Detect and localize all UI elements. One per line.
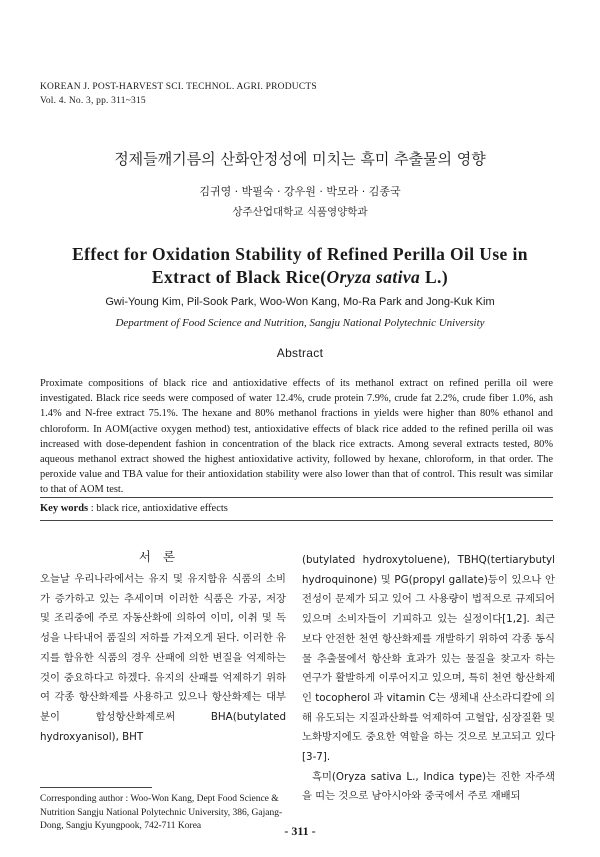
body-left-column: 오늘날 우리나라에서는 유지 및 유지함유 식품의 소비가 증가하고 있는 추세이며 이러한 식품은 가공, 저장 및 조리중에 주로 자동산화에 의하여 이미, 이취 및 독성을 나타내어 품질의 저하를 가져오게 된다. 이러한 유지를 함유한 식품의 경우 산패에 의한 변질을 억제하는 것이 중요하다고 하겠다. 유지의 산패를 억제하기 위하여 각종 항산화제를 사용하고 있으나 항산화제는 대부분이 합성항산화제로써 BHA(butylated hydroxyanisol), BHT [40,573,286,743]
body-right-paragraph2: 흑미(Oryza sativa L., Indica type)는 진한 자주색을 띠는 것으로 남아시아와 중국에서 주로 재배되 [302,770,555,803]
affiliation-english: Department of Food Science and Nutrition, Sangju National Polytechnic University [115,317,485,329]
journal-header [40,80,317,108]
title-line2-pre: Extract of Black Rice( [151,267,327,287]
title-line2-post: L.) [420,267,449,287]
body-right-column [302,551,555,807]
journal-volume: Vol. 4. No. 3, pp. 311~315 [40,96,146,106]
title-english-line1: Effect for Oxidation Stability of Refined Perilla Oil Use in [72,244,528,264]
footnote-divider [40,787,152,788]
affiliation-korean: 상주산업대학교 식품영양학과 [232,206,368,218]
keywords-text: : black rice, antioxidative effects [88,503,228,514]
abstract-text: Proximate compositions of black rice and antioxidative effects of its methanol extract on refined perilla oil were investigated. Black rice seeds were composed of water 12.4%, crude protein 7.9%, crude fat 2.2%, crude fiber 1.0%, ash 1.4% and N-free extract 75.1%. The hexane and 80% methanol fractions in yields were higher than 80% ethanol and chloroform. In AOM(active oxygen method) test, antioxidative effects of black rice added to the refined perilla oil was increased with dose-dependent fashion in concentration of the black rice extracts. Among several extracts tested, 80% aqueous methanol extract showed the highest antioxidative activity, followed by hexane, chloroform, in that order. The peroxide value and TBA value for their antioxidation stability were also lower than that of control. This result was similar to that of AOM test. [40,378,553,496]
keywords-label: Key words [40,503,89,514]
divider-top [40,497,553,498]
title-english [0,243,600,289]
title-english-line2 [0,266,600,289]
title-line2-species: Oryza sativa [326,267,421,287]
abstract-heading: Abstract [276,346,324,360]
body-right-paragraph1: (butylated hydroxytoluene), TBHQ(tertiarybutyl hydroquinone) 및 PG(propyl gallate)등이 있으나 안전성이 문제가 되고 있어 그 사용량이 법적으로 규제되어 있으며 소비자들이 기피하고 있는 실정이다[1,2]. 최근 보다 안전한 천연 항산화제를 개발하기 위하여 각종 동식물 추출물에서 항산화 효과가 있는 물질을 찾고자 하는 연구가 활발하게 이루어지고 있으며, 특히 천연 항산화제인 tocopherol 과 vitamin C는 생체내 산소라디칼에 의해 유도되는 지질과산화를 억제하여 고혈압, 심장질환 및 노화방지에도 중요한 역할을 하는 것으로 보고되고 있다[3-7]. [302,554,555,764]
divider-bottom [40,520,553,521]
page-number: - 311 - [284,824,316,838]
section-heading: 서론 [138,549,188,564]
title-korean: 정제들깨기름의 산화안정성에 미치는 흑미 추출물의 영향 [114,150,486,168]
journal-name: KOREAN J. POST-HARVEST SCI. TECHNOL. AGRI. PRODUCTS [40,82,317,92]
authors-english: Gwi-Young Kim, Pil-Sook Park, Woo-Won Kang, Mo-Ra Park and Jong-Kuk Kim [105,296,495,308]
authors-korean: 김귀영 · 박필숙 · 강우원 · 박모라 · 김종국 [199,185,401,198]
corresponding-author-footnote: Corresponding author : Woo-Won Kang, Dept Food Science & Nutrition Sangju National Polytechnic University, 386, Gajang-Dong, Sangju Kyungpook, 742-711 Korea [40,794,283,831]
keywords [40,503,228,514]
